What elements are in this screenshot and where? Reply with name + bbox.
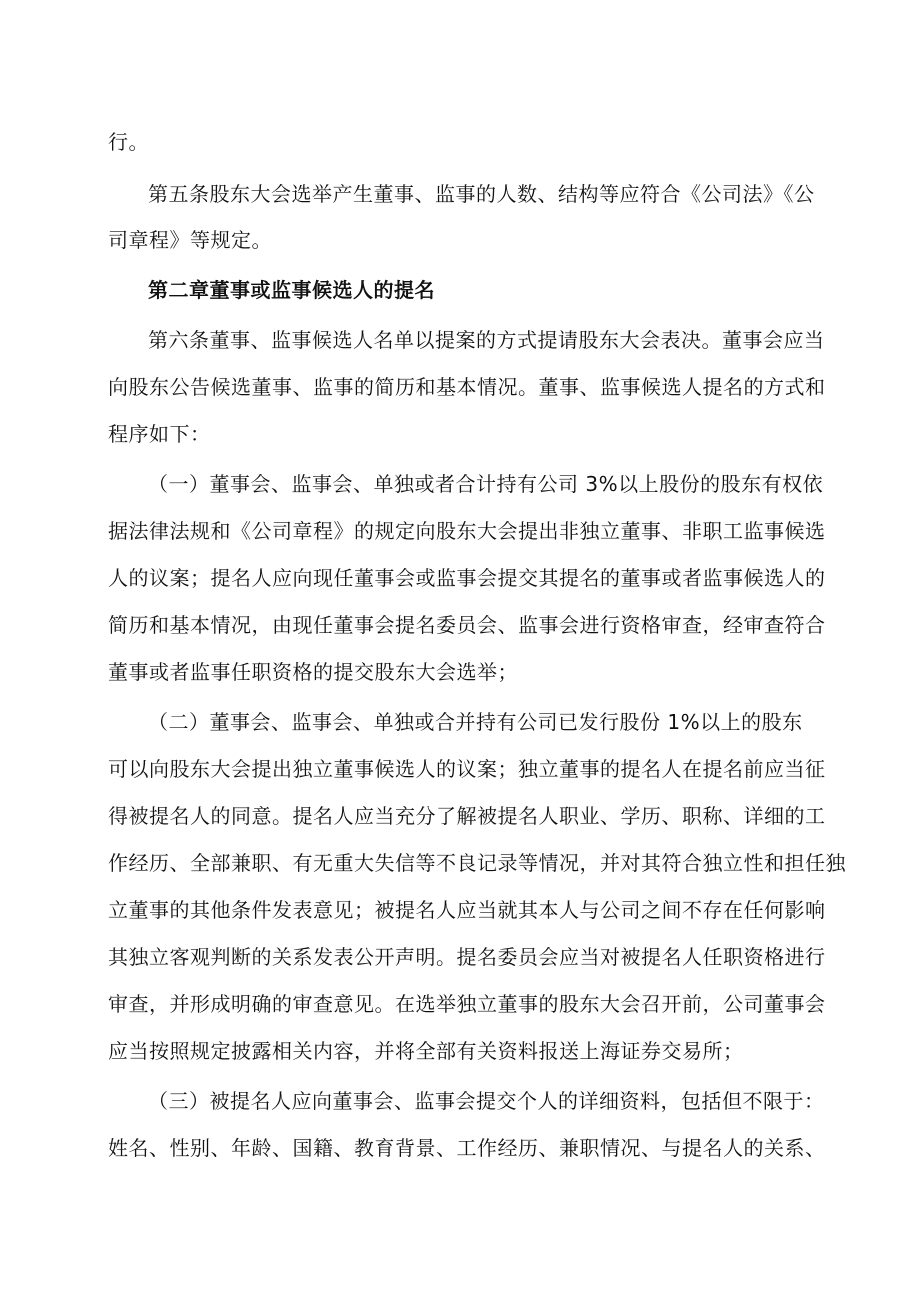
item-1-line-4: 简历和基本情况，由现任董事会提名委员会、监事会进行资格审查，经审查符合 — [108, 613, 826, 637]
item-2-line-2: 可以向股东大会提出独立董事候选人的议案；独立董事的提名人在提名前应当征 — [108, 757, 826, 781]
item-2-line-3: 得被提名人的同意。提名人应当充分了解被提名人职业、学历、职称、详细的工 — [108, 804, 826, 828]
item-2-line-7: 审查，并形成明确的审查意见。在选举独立董事的股东大会召开前，公司董事会 — [108, 992, 826, 1016]
item-3-line-1: （三）被提名人应向董事会、监事会提交个人的详细资料，包括但不限于： — [148, 1089, 825, 1113]
article-5-line-1: 第五条股东大会选举产生董事、监事的人数、结构等应符合《公司法》《公 — [148, 182, 815, 206]
item-2-line-6: 其独立客观判断的关系发表公开声明。提名委员会应当对被提名人任职资格进行 — [108, 945, 826, 969]
item-1-line-1: （一）董事会、监事会、单独或者合计持有公司 3%以上股份的股东有权依 — [148, 472, 824, 496]
item-2-line-8: 应当按照规定披露相关内容，并将全部有关资料报送上海证券交易所； — [108, 1039, 744, 1063]
article-5-line-2: 司章程》等规定。 — [108, 228, 272, 252]
item-2-line-4: 作经历、全部兼职、有无重大失信等不良记录等情况，并对其符合独立性和担任独 — [108, 851, 846, 875]
item-1-line-5: 董事或者监事任职资格的提交股东大会选举； — [108, 660, 518, 684]
item-1-line-2: 据法律法规和《公司章程》的规定向股东大会提出非独立董事、非职工监事候选 — [108, 519, 826, 543]
chapter-heading: 第二章董事或监事候选人的提名 — [148, 278, 435, 302]
item-1-line-3: 人的议案；提名人应向现任董事会或监事会提交其提名的董事或者监事候选人的 — [108, 566, 826, 590]
item-3-line-2: 姓名、性别、年龄、国籍、教育背景、工作经历、兼职情况、与提名人的关系、 — [108, 1136, 826, 1160]
item-2-line-5: 立董事的其他条件发表意见；被提名人应当就其本人与公司之间不存在任何影响 — [108, 898, 826, 922]
article-6-line-2: 向股东公告候选董事、监事的简历和基本情况。董事、监事候选人提名的方式和 — [108, 375, 826, 399]
article-6-line-3: 程序如下： — [108, 422, 211, 446]
text-line: 行。 — [108, 130, 149, 154]
article-6-line-1: 第六条董事、监事候选人名单以提案的方式提请股东大会表决。董事会应当 — [148, 328, 825, 352]
item-2-line-1: （二）董事会、监事会、单独或合并持有公司已发行股份 1%以上的股东 — [148, 710, 803, 734]
